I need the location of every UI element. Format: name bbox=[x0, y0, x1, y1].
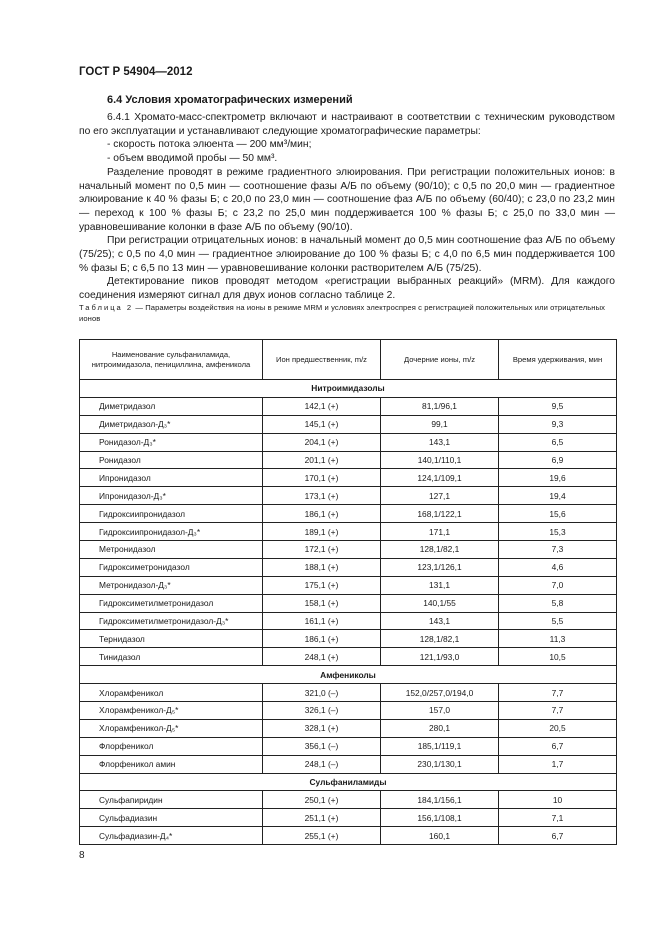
cell-daughter-ions: 124,1/109,1 bbox=[381, 469, 499, 487]
cell-daughter-ions: 157,0 bbox=[381, 702, 499, 720]
table-row bbox=[80, 755, 617, 773]
col-header-daughter: Дочерние ионы, m/z bbox=[381, 340, 499, 380]
table-row bbox=[80, 612, 617, 630]
cell-compound: Ронидазол-Д₃* bbox=[80, 433, 263, 451]
table-row bbox=[80, 719, 617, 737]
cell-daughter-ions: 81,1/96,1 bbox=[381, 397, 499, 415]
cell-compound: Хлорамфеникол-Д₅* bbox=[80, 719, 263, 737]
table-row bbox=[80, 469, 617, 487]
cell-precursor-ion: 250,1 (+) bbox=[263, 791, 381, 809]
table-row bbox=[80, 397, 617, 415]
cell-retention-time: 7,1 bbox=[499, 809, 617, 827]
table-header-row bbox=[80, 340, 617, 380]
cell-retention-time: 19,6 bbox=[499, 469, 617, 487]
cell-retention-time: 6,9 bbox=[499, 451, 617, 469]
table-row bbox=[80, 630, 617, 648]
cell-precursor-ion: 321,0 (–) bbox=[263, 684, 381, 702]
cell-daughter-ions: 123,1/126,1 bbox=[381, 558, 499, 576]
cell-retention-time: 6,7 bbox=[499, 737, 617, 755]
cell-precursor-ion: 255,1 (+) bbox=[263, 827, 381, 845]
cell-precursor-ion: 173,1 (+) bbox=[263, 487, 381, 505]
table-row bbox=[80, 433, 617, 451]
cell-retention-time: 5,5 bbox=[499, 612, 617, 630]
group-row bbox=[80, 773, 617, 791]
table-body bbox=[80, 380, 617, 845]
cell-compound: Диметридазол bbox=[80, 397, 263, 415]
cell-retention-time: 7,3 bbox=[499, 541, 617, 559]
paragraph: Детектирование пиков проводят методом «регистрации выбранных реакций» (MRM). Для каждого соединения измеряют сигнал для двух ионов согласно таблице 2. bbox=[79, 276, 615, 302]
cell-daughter-ions: 143,1 bbox=[381, 433, 499, 451]
table-row bbox=[80, 523, 617, 541]
col-header-retention: Время удерживания, мин bbox=[499, 340, 617, 380]
cell-precursor-ion: 204,1 (+) bbox=[263, 433, 381, 451]
cell-precursor-ion: 186,1 (+) bbox=[263, 630, 381, 648]
cell-retention-time: 10,5 bbox=[499, 648, 617, 666]
cell-daughter-ions: 152,0/257,0/194,0 bbox=[381, 684, 499, 702]
cell-daughter-ions: 121,1/93,0 bbox=[381, 648, 499, 666]
cell-precursor-ion: 326,1 (–) bbox=[263, 702, 381, 720]
group-row bbox=[80, 666, 617, 684]
cell-retention-time: 11,3 bbox=[499, 630, 617, 648]
cell-compound: Хлорамфеникол bbox=[80, 684, 263, 702]
cell-daughter-ions: 280,1 bbox=[381, 719, 499, 737]
bullet-item: - объем вводимой пробы — 50 мм³. bbox=[107, 153, 278, 165]
cell-precursor-ion: 188,1 (+) bbox=[263, 558, 381, 576]
cell-compound: Флорфеникол bbox=[80, 737, 263, 755]
cell-daughter-ions: 160,1 bbox=[381, 827, 499, 845]
cell-daughter-ions: 230,1/130,1 bbox=[381, 755, 499, 773]
cell-precursor-ion: 170,1 (+) bbox=[263, 469, 381, 487]
cell-precursor-ion: 175,1 (+) bbox=[263, 576, 381, 594]
cell-compound: Гидроксиипронидазол-Д₃* bbox=[80, 523, 263, 541]
cell-daughter-ions: 171,1 bbox=[381, 523, 499, 541]
table-row bbox=[80, 541, 617, 559]
table-row bbox=[80, 702, 617, 720]
cell-retention-time: 6,7 bbox=[499, 827, 617, 845]
cell-retention-time: 7,7 bbox=[499, 684, 617, 702]
cell-retention-time: 15,3 bbox=[499, 523, 617, 541]
col-header-compound: Наименование сульфаниламидa, нитроимидазола, пенициллина, амфеникола bbox=[80, 340, 263, 380]
document-id: ГОСТ Р 54904—2012 bbox=[79, 66, 193, 78]
cell-daughter-ions: 128,1/82,1 bbox=[381, 541, 499, 559]
table-row bbox=[80, 505, 617, 523]
cell-retention-time: 4,6 bbox=[499, 558, 617, 576]
cell-precursor-ion: 142,1 (+) bbox=[263, 397, 381, 415]
group-title: Амфениколы bbox=[80, 666, 617, 684]
cell-compound: Ипронидазол-Д₃* bbox=[80, 487, 263, 505]
cell-retention-time: 19,4 bbox=[499, 487, 617, 505]
cell-compound: Метронидазол bbox=[80, 541, 263, 559]
section-title: 6.4 Условия хроматографических измерений bbox=[107, 94, 353, 106]
table-row bbox=[80, 737, 617, 755]
cell-compound: Хлорамфеникол-Д₅* bbox=[80, 702, 263, 720]
cell-compound: Гидроксиипронидазол bbox=[80, 505, 263, 523]
cell-daughter-ions: 131,1 bbox=[381, 576, 499, 594]
table-caption-text: — Параметры воздействия на ионы в режиме MRM и условиях электроспрея с регистрацией положительных или отрицательных ионов bbox=[79, 303, 606, 323]
cell-compound: Гидроксиметилметронидазол bbox=[80, 594, 263, 612]
table-row bbox=[80, 648, 617, 666]
table-row bbox=[80, 487, 617, 505]
table-row bbox=[80, 791, 617, 809]
cell-compound: Диметридазол-Д₃* bbox=[80, 415, 263, 433]
cell-compound: Сульфапиридин bbox=[80, 791, 263, 809]
group-row bbox=[80, 380, 617, 398]
cell-compound: Гидроксиметилметронидазол-Д₃* bbox=[80, 612, 263, 630]
cell-compound: Гидроксиметронидазол bbox=[80, 558, 263, 576]
body-text bbox=[79, 111, 615, 303]
cell-compound: Сульфадиазин bbox=[80, 809, 263, 827]
cell-precursor-ion: 248,1 (+) bbox=[263, 648, 381, 666]
table-row bbox=[80, 451, 617, 469]
cell-precursor-ion: 158,1 (+) bbox=[263, 594, 381, 612]
cell-daughter-ions: 128,1/82,1 bbox=[381, 630, 499, 648]
table-row bbox=[80, 684, 617, 702]
cell-precursor-ion: 161,1 (+) bbox=[263, 612, 381, 630]
table-label: Таблица 2 bbox=[79, 303, 134, 312]
table-caption bbox=[79, 302, 615, 324]
table-row bbox=[80, 809, 617, 827]
table-row bbox=[80, 594, 617, 612]
cell-retention-time: 7,0 bbox=[499, 576, 617, 594]
cell-compound: Флорфеникол амин bbox=[80, 755, 263, 773]
cell-precursor-ion: 356,1 (–) bbox=[263, 737, 381, 755]
cell-precursor-ion: 248,1 (–) bbox=[263, 755, 381, 773]
cell-retention-time: 9,5 bbox=[499, 397, 617, 415]
cell-daughter-ions: 127,1 bbox=[381, 487, 499, 505]
cell-compound: Тинидазол bbox=[80, 648, 263, 666]
col-header-precursor: Ион предшественник, m/z bbox=[263, 340, 381, 380]
cell-retention-time: 10 bbox=[499, 791, 617, 809]
paragraph: Разделение проводят в режиме градиентного элюирования. При регистрации положительных ионов: в начальный момент по 0,5 мин — соотношение фазы А/Б по объему (90/10); с 0,5 по 20,0 мин — градиентное элюирование к 40 % фазы Б; с 20,0 по 23,0 мин — соотношение фаз А/Б по объему (60/40); с 23,0 по 23,2 мин — переход к 100 % фазы Б; с 23,2 по 25,0 мин поддерживается 100 % фазы Б; с 25,0 по 33,0 мин — уравновешивание колонки в фазе А/Б по объему (90/10). bbox=[79, 166, 615, 233]
paragraph: При регистрации отрицательных ионов: в начальный момент до 0,5 мин соотношение фаз А/Б по объему (75/25); с 0,5 по 4,0 мин — градиентное элюирование до 100 % фазы Б; с 4,0 по 6,5 мин поддерживается 100 % фазы Б; с 6,5 по 13 мин — уравновешивание колонки растворителем А/Б (75/25). bbox=[79, 235, 615, 274]
cell-compound: Ронидазол bbox=[80, 451, 263, 469]
cell-daughter-ions: 140,1/110,1 bbox=[381, 451, 499, 469]
cell-daughter-ions: 168,1/122,1 bbox=[381, 505, 499, 523]
cell-daughter-ions: 143,1 bbox=[381, 612, 499, 630]
cell-daughter-ions: 99,1 bbox=[381, 415, 499, 433]
cell-retention-time: 9,3 bbox=[499, 415, 617, 433]
cell-precursor-ion: 328,1 (+) bbox=[263, 719, 381, 737]
cell-precursor-ion: 186,1 (+) bbox=[263, 505, 381, 523]
bullet-item: - скорость потока элюента — 200 мм³/мин; bbox=[107, 139, 312, 151]
paragraph: 6.4.1 Хромато-масс-спектрометр включают и настраивают в соответствии с техническим руководством по его эксплуатации и устанавливают следующие хроматографические параметры: bbox=[79, 112, 615, 137]
cell-compound: Ипронидазол bbox=[80, 469, 263, 487]
cell-compound: Тернидазол bbox=[80, 630, 263, 648]
cell-compound: Сульфадиазин-Д₄* bbox=[80, 827, 263, 845]
table-row bbox=[80, 576, 617, 594]
cell-daughter-ions: 156,1/108,1 bbox=[381, 809, 499, 827]
cell-retention-time: 7,7 bbox=[499, 702, 617, 720]
page-number: 8 bbox=[79, 850, 85, 861]
cell-daughter-ions: 140,1/55 bbox=[381, 594, 499, 612]
cell-retention-time: 6,5 bbox=[499, 433, 617, 451]
table-row bbox=[80, 415, 617, 433]
table-row bbox=[80, 827, 617, 845]
group-title: Нитроимидазолы bbox=[80, 380, 617, 398]
cell-precursor-ion: 145,1 (+) bbox=[263, 415, 381, 433]
group-title: Сульфаниламиды bbox=[80, 773, 617, 791]
cell-precursor-ion: 201,1 (+) bbox=[263, 451, 381, 469]
table-row bbox=[80, 558, 617, 576]
cell-precursor-ion: 251,1 (+) bbox=[263, 809, 381, 827]
cell-daughter-ions: 184,1/156,1 bbox=[381, 791, 499, 809]
cell-compound: Метронидазол-Д₃* bbox=[80, 576, 263, 594]
cell-retention-time: 20,5 bbox=[499, 719, 617, 737]
cell-retention-time: 15,6 bbox=[499, 505, 617, 523]
cell-precursor-ion: 189,1 (+) bbox=[263, 523, 381, 541]
cell-precursor-ion: 172,1 (+) bbox=[263, 541, 381, 559]
cell-daughter-ions: 185,1/119,1 bbox=[381, 737, 499, 755]
cell-retention-time: 1,7 bbox=[499, 755, 617, 773]
ms-parameters-table bbox=[79, 339, 617, 845]
cell-retention-time: 5,8 bbox=[499, 594, 617, 612]
